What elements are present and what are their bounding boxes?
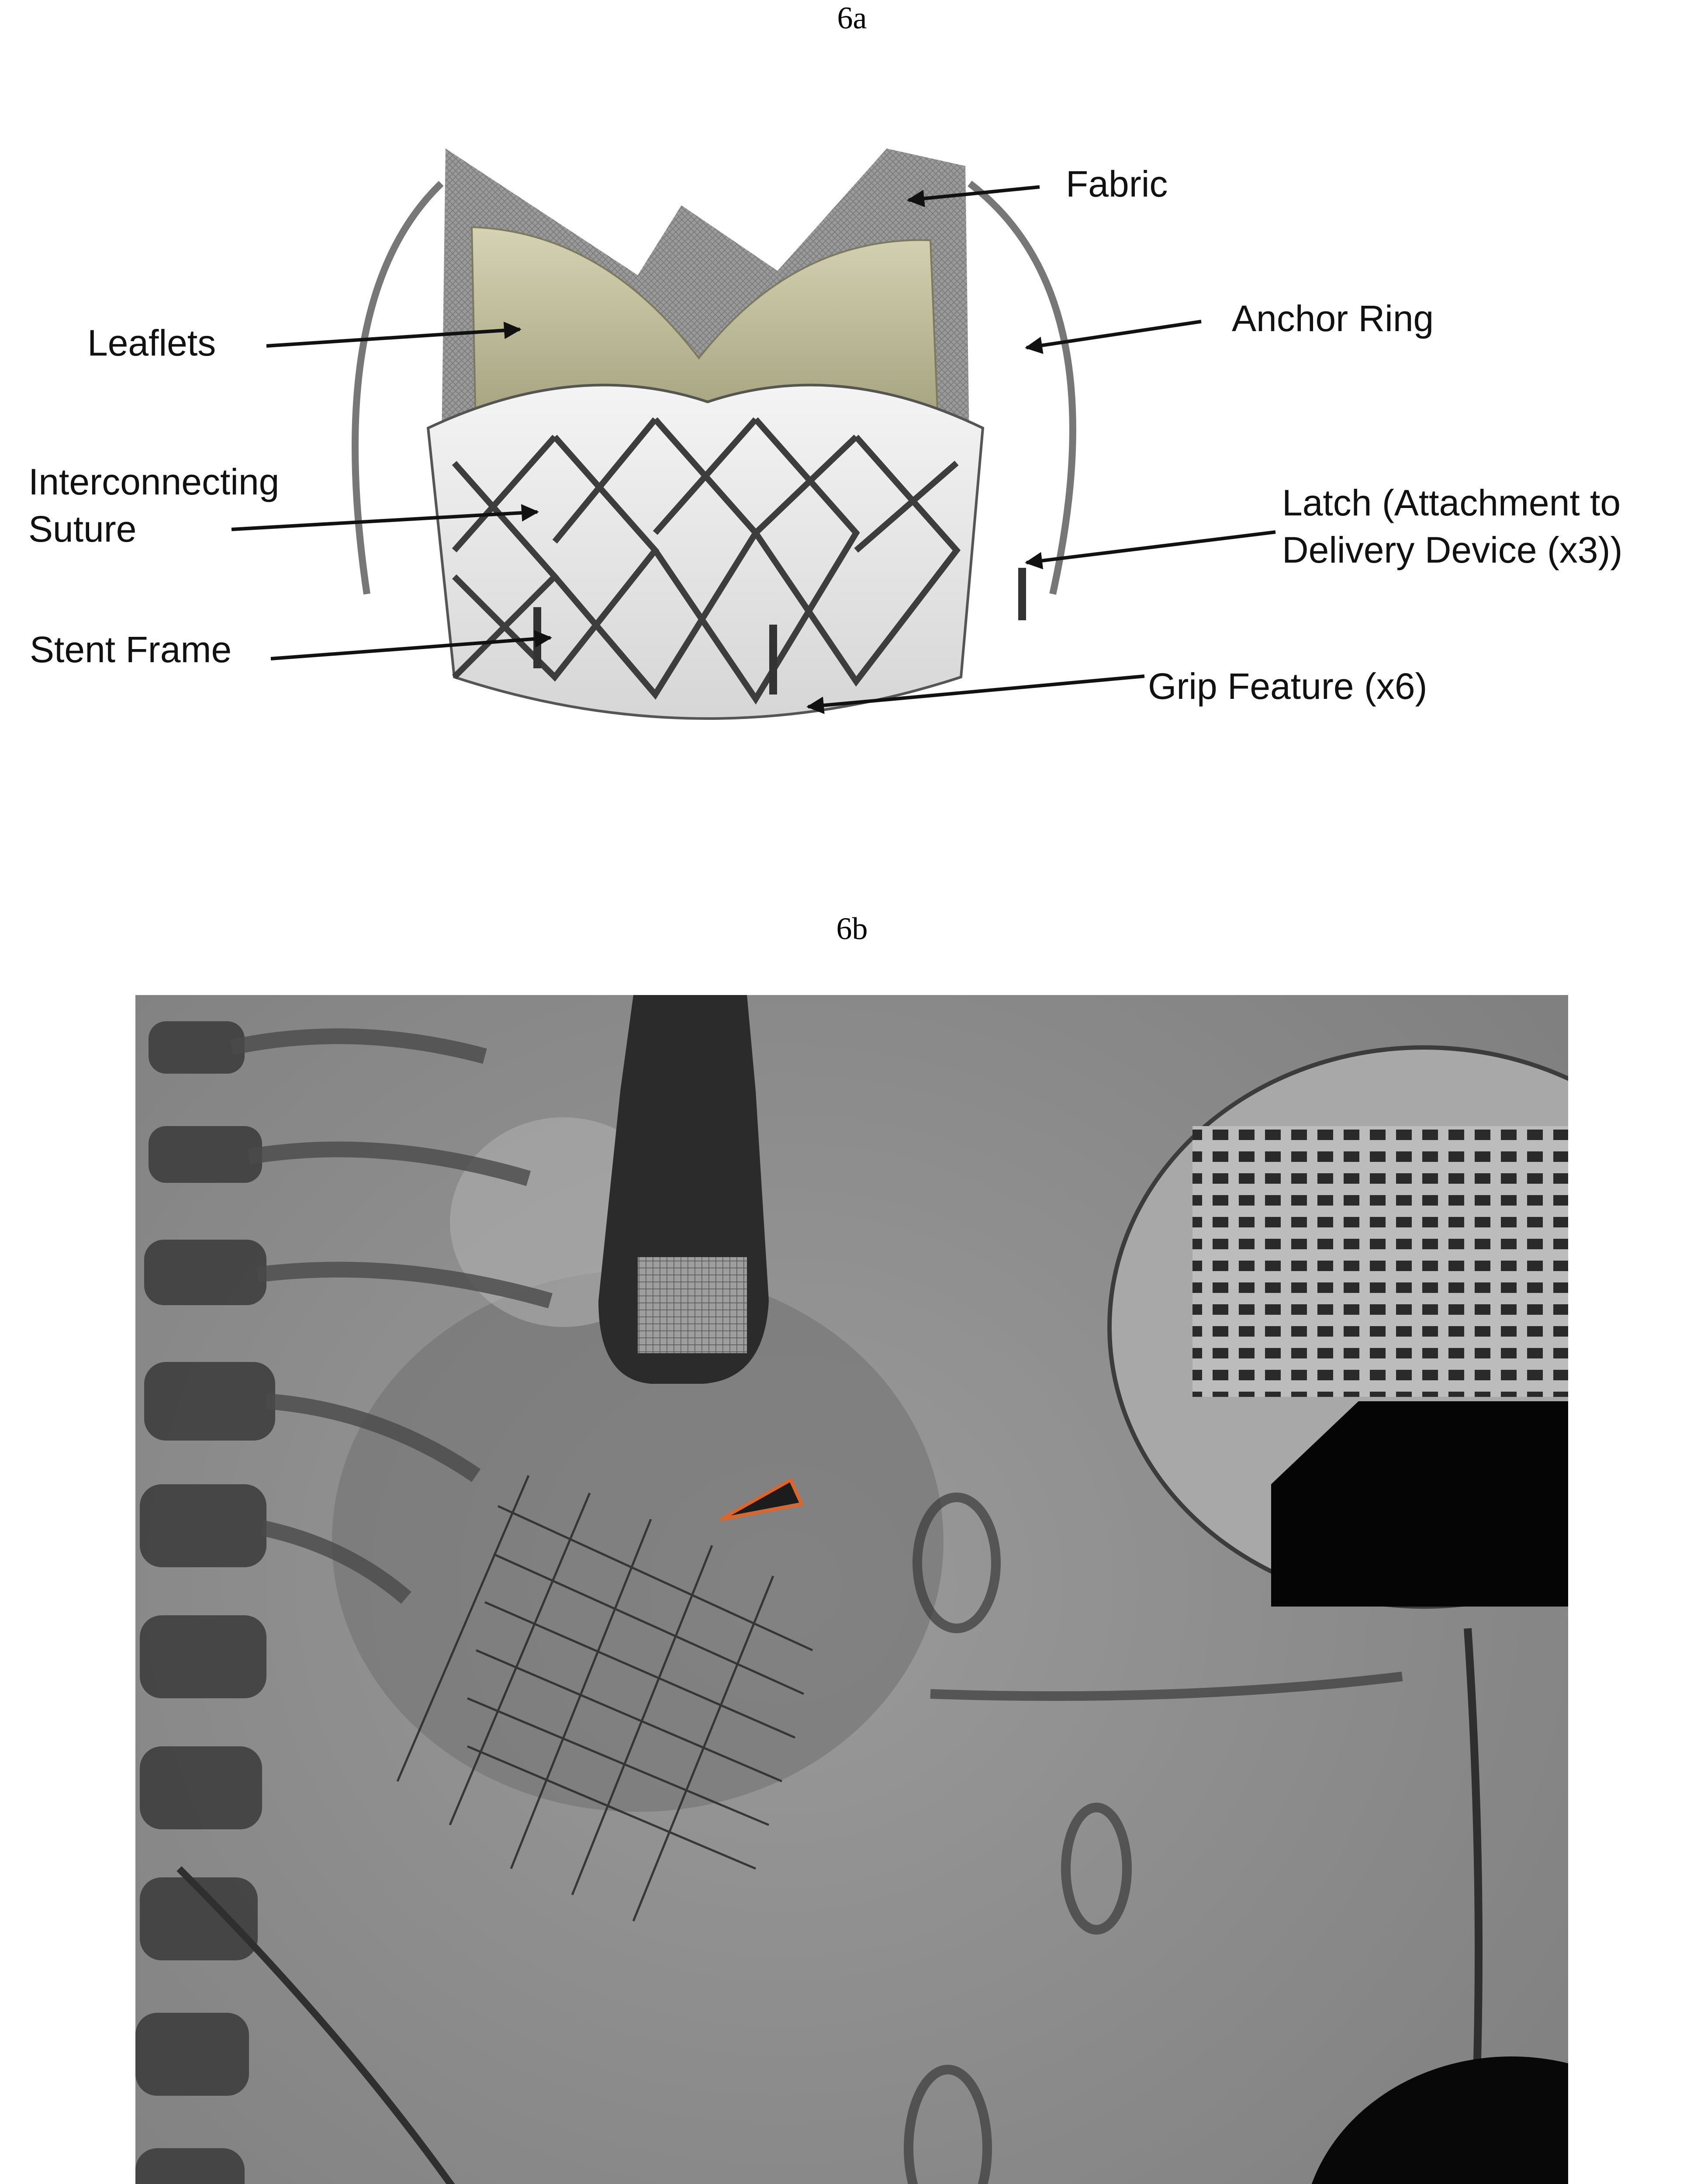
- callout-interconnecting-suture-line2: Suture: [28, 508, 137, 549]
- callout-fabric: Fabric: [1066, 163, 1168, 204]
- panel-a-label: 6a: [837, 0, 867, 35]
- callout-leaflets: Leaflets: [87, 322, 216, 363]
- anchor-ring-right: [970, 183, 1073, 594]
- fluoroscopy-image: [135, 995, 1568, 2184]
- valve-illustration: [355, 149, 1073, 719]
- valve-diagram: [0, 131, 1704, 874]
- callout-grip-feature: Grip Feature (x6): [1148, 666, 1427, 707]
- anchor-ring-left: [355, 183, 441, 594]
- callout-interconnecting-suture-line1: Interconnecting: [28, 461, 280, 502]
- callout-stent-frame: Stent Frame: [30, 629, 232, 670]
- callout-latch-line2: Delivery Device (x3)): [1282, 529, 1623, 570]
- callout-anchor-ring: Anchor Ring: [1232, 298, 1434, 339]
- panel-b-label: 6b: [836, 911, 868, 946]
- callout-latch-line1: Latch (Attachment to: [1282, 482, 1621, 523]
- stent-frame-shape: [428, 385, 983, 719]
